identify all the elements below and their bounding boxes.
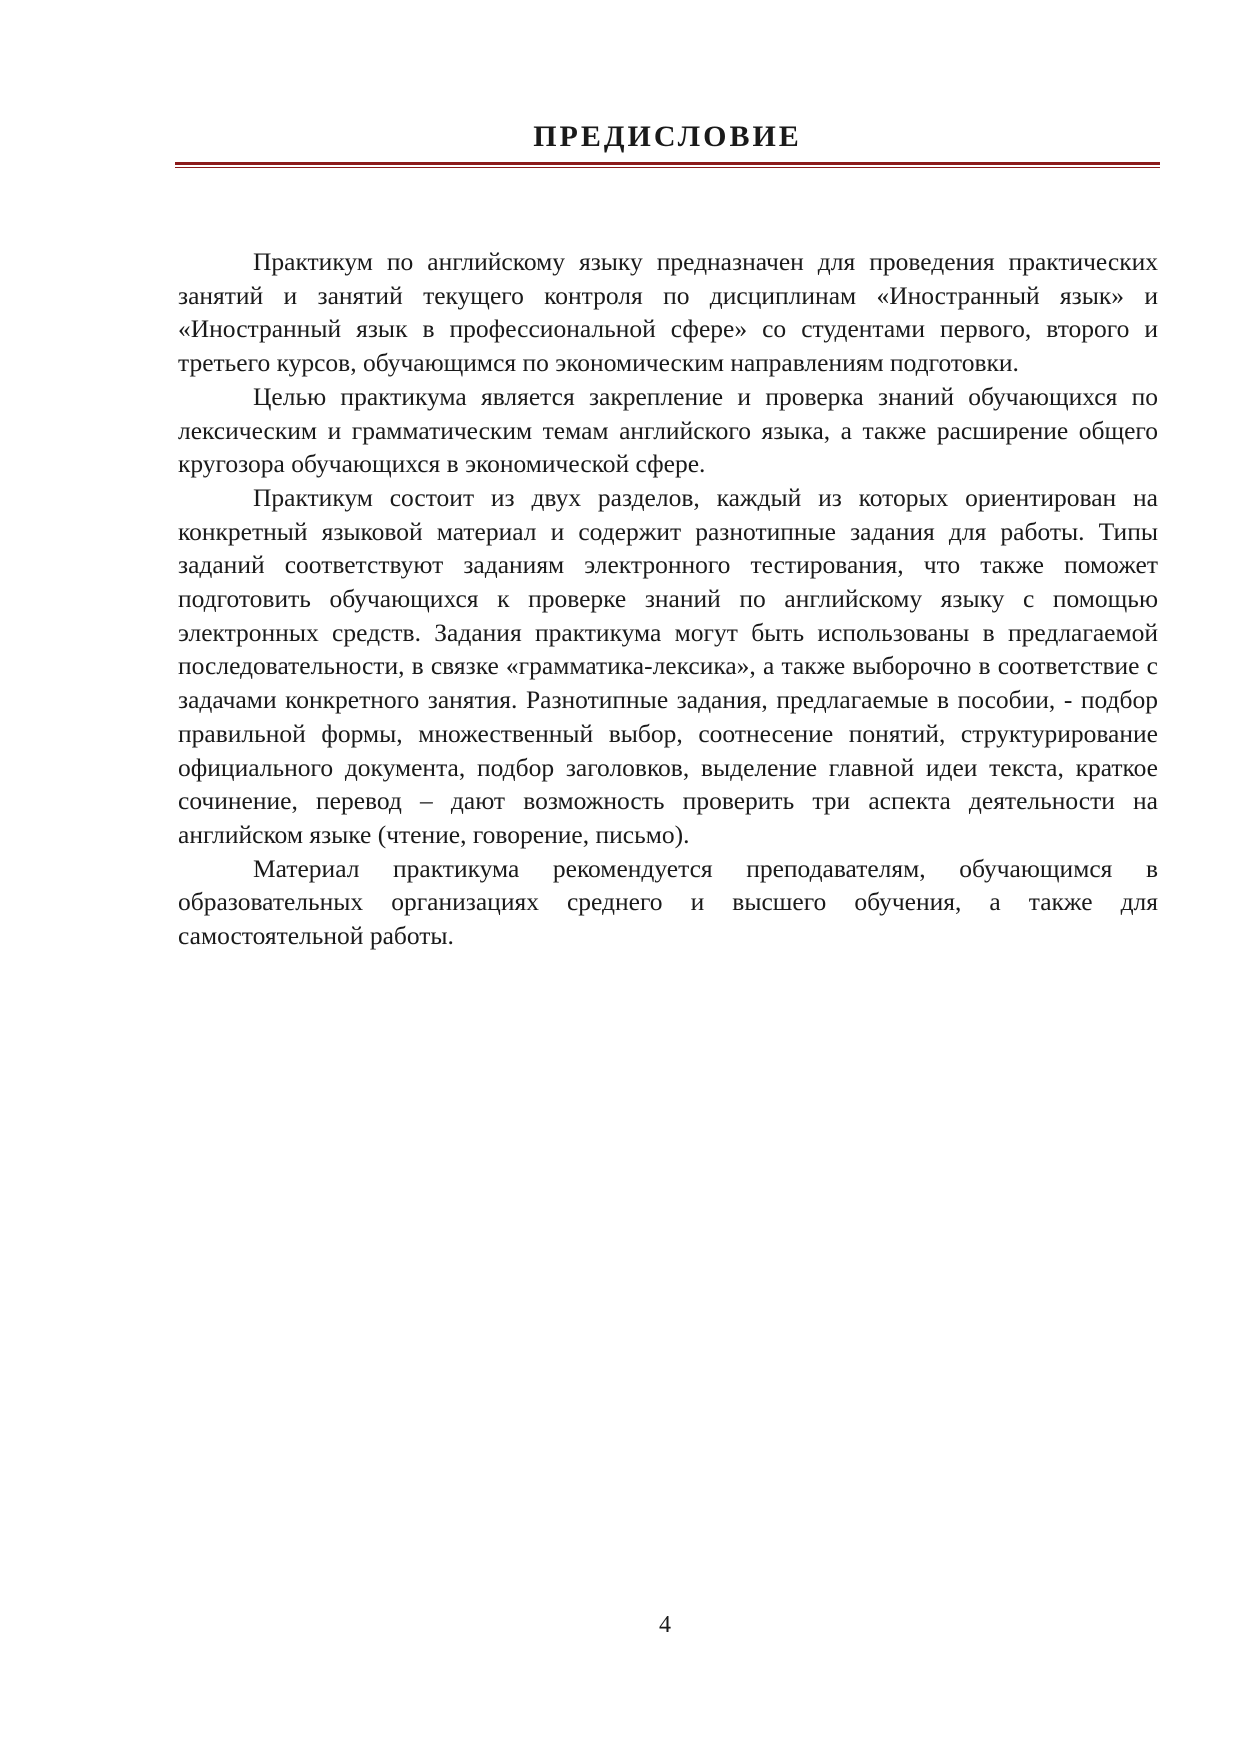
page-title: ПРЕДИСЛОВИЕ xyxy=(533,120,802,153)
page-number: 4 xyxy=(659,1612,671,1638)
title-underline xyxy=(175,162,1160,169)
body-text xyxy=(178,245,1158,953)
paragraph: Практикум по английскому языку предназначен для проведения практических занятий и занятий текущего контроля по дисциплинам «Иностранный язык» и «Иностранный язык в профессиональной сфере» со студентами первого, второго и третьего курсов, обучающимся по экономическим направлениям подготовки. xyxy=(178,247,1158,378)
paragraph: Материал практикума рекомендуется преподавателям, обучающимся в образовательных организациях среднего и высшего обучения, а также для самостоятельной работы. xyxy=(178,853,1158,951)
paragraph: Целью практикума является закрепление и проверка знаний обучающихся по лексическим и грамматическим темам английского языка, а также расширение общего кругозора обучающихся в экономической сфере. xyxy=(178,381,1158,479)
title-underline-thin xyxy=(175,167,1160,168)
paragraph: Практикум состоит из двух разделов, каждый из которых ориентирован на конкретный языковой материал и содержит разнотипные задания для работы. Типы заданий соответствуют заданиям электронного тестирования, что также поможет подготовить обучающихся к проверке знаний по английскому языку с помощью электронных средств. Задания практикума могут быть использованы в предлагаемой последовательности, в связке «грамматика-лексика», а также выборочно в соответствие с задачами конкретного занятия. Разнотипные задания, предлагаемые в пособии, - подбор правильной формы, множественный выбор, соотнесение понятий, структурирование официального документа, подбор заголовков, выделение главной идеи текста, краткое сочинение, перевод – дают возможность проверить три аспекта деятельности на английском языке (чтение, говорение, письмо). xyxy=(178,482,1158,849)
title-underline-thick xyxy=(175,162,1160,165)
